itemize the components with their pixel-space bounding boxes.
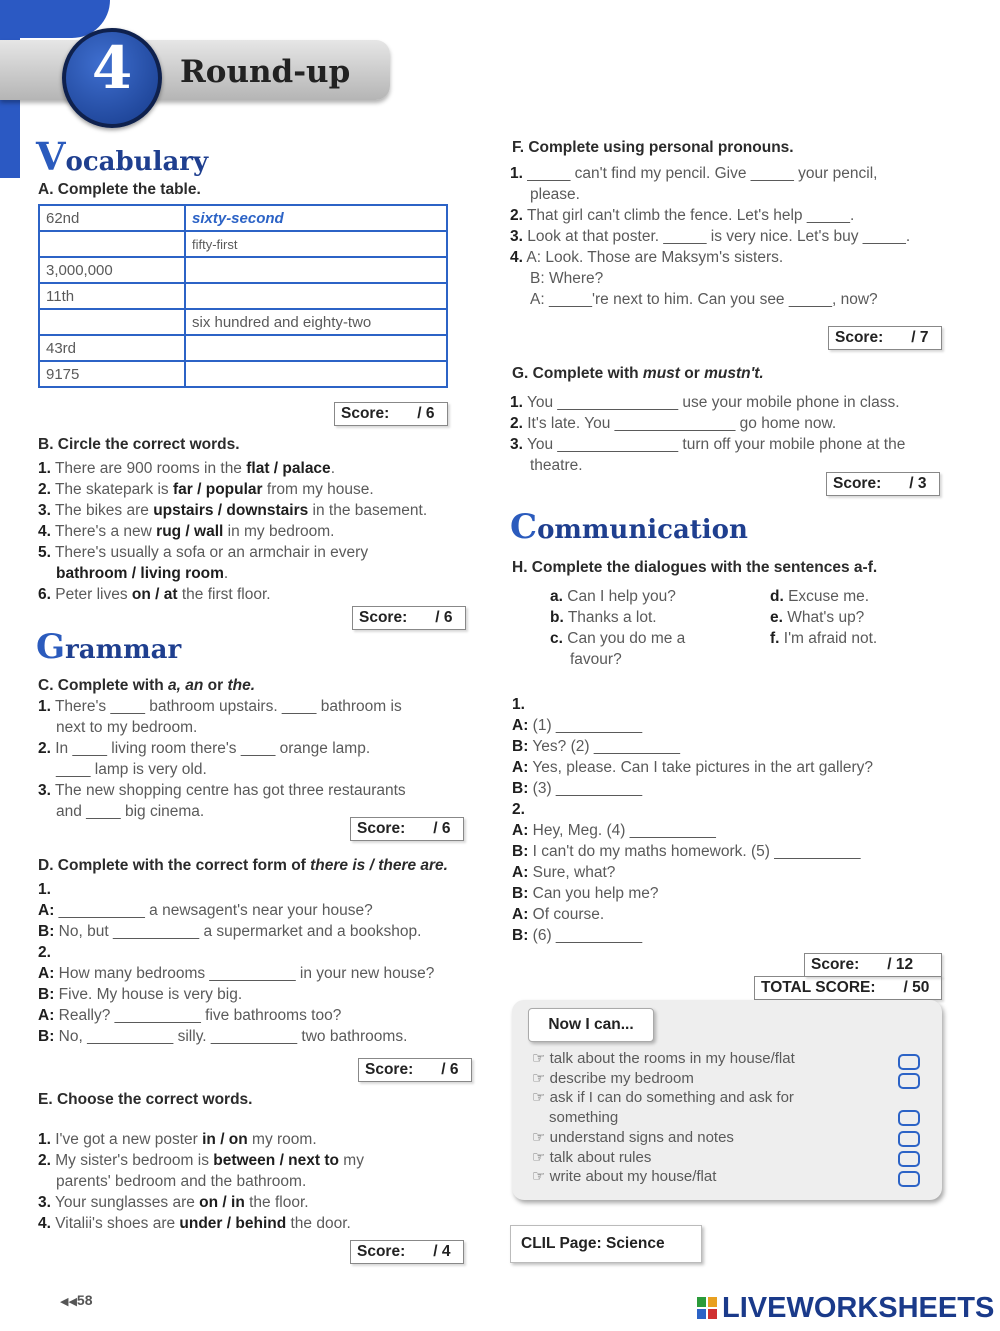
checkbox[interactable] [898, 1054, 920, 1070]
table-cell[interactable] [185, 257, 447, 283]
table-cell: 11th [39, 283, 185, 309]
instruction-g: G. Complete with must or mustn't. [512, 365, 764, 382]
back-arrow-icon: ◀◀ [60, 1296, 77, 1308]
table-row [39, 335, 447, 361]
table-cell: 3,000,000 [39, 257, 185, 283]
table-cell: 43rd [39, 335, 185, 361]
list-item: bathroom / living room. [56, 565, 229, 582]
word-choice[interactable]: rug / wall [156, 523, 224, 540]
dialogue-line[interactable]: B: (3) __________ [512, 780, 643, 797]
list-item: 4. A: Look. Those are Maksym's sisters. [510, 249, 784, 266]
unit-number: 4 [91, 34, 133, 102]
dialogue-line: B: Can you help me? [512, 885, 659, 902]
score-f: Score: / 7 [828, 326, 942, 350]
instruction-h: H. Complete the dialogues with the sentences a-f. [512, 559, 878, 576]
list-item: next to my bedroom. [56, 719, 198, 736]
list-item: ☞ talk about the rooms in my house/flat [532, 1050, 795, 1067]
dialogue-line[interactable]: B: No, but __________ a supermarket and a bookshop. [38, 923, 422, 940]
list-item[interactable]: and ____ big cinema. [56, 803, 205, 820]
table-cell[interactable] [39, 309, 185, 335]
list-item: b. Thanks a lot. e. What's up? [550, 609, 865, 626]
list-item: B: Where? [530, 270, 604, 287]
list-item[interactable]: 2. That girl can't climb the fence. Let's help _____. [510, 207, 855, 224]
hand-icon: ☞ [532, 1128, 546, 1146]
list-item: ☞ describe my bedroom [532, 1069, 694, 1087]
word-choice[interactable]: on / in [199, 1194, 245, 1211]
word-choice[interactable]: far / popular [173, 481, 263, 498]
table-cell[interactable] [185, 283, 447, 309]
hand-icon: ☞ [532, 1148, 546, 1166]
logo-icon [697, 1297, 717, 1319]
vocab-table [38, 204, 448, 388]
table-cell: fifty-first [185, 231, 447, 257]
table-cell: 9175 [39, 361, 185, 387]
list-item: parents' bedroom and the bathroom. [56, 1173, 307, 1190]
list-item: theatre. [530, 457, 583, 474]
table-row [39, 309, 447, 335]
instruction-f: F. Complete using personal pronouns. [512, 139, 794, 156]
list-item: favour? [570, 651, 622, 668]
list-item: 3. Your sunglasses are on / in the floor. [38, 1194, 309, 1211]
hand-icon: ☞ [532, 1069, 546, 1087]
word-choice[interactable]: between / next to [213, 1152, 339, 1169]
dialogue-line[interactable]: A: (1) __________ [512, 717, 643, 734]
list-e [38, 1129, 478, 1234]
options-h [550, 586, 930, 670]
list-item: 4. Vitalii's shoes are under / behind the door. [38, 1215, 351, 1232]
dialogue-line[interactable]: B: I can't do my maths homework. (5) __________ [512, 843, 861, 860]
table-row [39, 361, 447, 387]
instruction-b: B. Circle the correct words. [38, 436, 240, 453]
list-item: 3. The bikes are upstairs / downstairs in the basement. [38, 502, 428, 519]
table-row [39, 257, 447, 283]
hand-icon: ☞ [532, 1089, 546, 1107]
dialogue-line: 1. [38, 881, 51, 898]
vocabulary-heading: Vocabulary [36, 134, 209, 179]
list-item: 1. I've got a new poster in / on my room. [38, 1131, 317, 1148]
list-item[interactable]: 3. You ______________ turn off your mobile phone at the [510, 436, 906, 453]
dialogue-line: A: Yes, please. Can I take pictures in the art gallery? [512, 759, 874, 776]
clil-page-label: CLIL Page: Science [510, 1225, 702, 1263]
dialogue-line: A: Sure, what? [512, 864, 616, 881]
list-item: 1. There are 900 rooms in the flat / palace. [38, 460, 335, 477]
word-choice[interactable]: on / at [131, 586, 178, 603]
list-item[interactable]: A: _____'re next to him. Can you see _____, now? [530, 291, 878, 308]
score-b: Score: / 6 [352, 606, 466, 630]
dialogue-line[interactable]: A: Really? __________ five bathrooms too? [38, 1007, 342, 1024]
list-item: 4. There's a new rug / wall in my bedroom. [38, 523, 335, 540]
list-item: ☞ ask if I can do something and ask for [532, 1089, 794, 1107]
grammar-heading: Grammar [36, 627, 182, 667]
score-d: Score: / 6 [358, 1058, 472, 1082]
dialogue-h [512, 694, 962, 946]
dialogue-line: 2. [512, 801, 525, 818]
list-item[interactable]: 2. It's late. You ______________ go home now. [510, 415, 837, 432]
list-item: a. Can I help you? d. Excuse me. [550, 588, 870, 605]
instruction-c: C. Complete with a, an or the. [38, 677, 256, 694]
instruction-d: D. Complete with the correct form of there is / there are. [38, 857, 448, 874]
checkbox[interactable] [898, 1110, 920, 1126]
page-title: Round-up [180, 54, 351, 90]
list-item[interactable]: ____ lamp is very old. [56, 761, 207, 778]
dialogue-line[interactable]: B: (6) __________ [512, 927, 643, 944]
word-choice[interactable]: under / behind [179, 1215, 287, 1232]
list-item: 3. The new shopping centre has got three restaurants [38, 782, 406, 799]
instruction-a: A. Complete the table. [38, 181, 201, 198]
word-choice[interactable]: flat / palace [246, 460, 331, 477]
hand-icon: ☞ [532, 1168, 546, 1186]
dialogue-line: 1. [512, 696, 525, 713]
list-item: ☞ understand signs and notes [532, 1128, 734, 1146]
dialogue-line: A: Of course. [512, 906, 605, 923]
dialogue-line[interactable]: B: Yes? (2) __________ [512, 738, 681, 755]
hand-icon: ☞ [532, 1050, 546, 1067]
table-cell[interactable]: 62nd [39, 205, 185, 231]
table-row [39, 205, 447, 231]
table-row [39, 283, 447, 309]
score-h: Score: / 12 [804, 953, 942, 977]
now-i-can-list [532, 1049, 912, 1187]
list-item[interactable]: 3. Look at that poster. _____ is very nice. Let's buy _____. [510, 228, 911, 245]
total-score: TOTAL SCORE: / 50 [754, 976, 942, 1000]
instruction-e: E. Choose the correct words. [38, 1091, 253, 1108]
table-cell[interactable] [39, 231, 185, 257]
page-number: ◀◀58 [60, 1292, 93, 1308]
list-item[interactable]: 2. In ____ living room there's ____ orange lamp. [38, 740, 371, 757]
dialogue-line: B: Five. My house is very big. [38, 986, 243, 1003]
table-cell[interactable] [185, 335, 447, 361]
score-e: Score: / 4 [350, 1240, 464, 1264]
dialogue-line: 2. [38, 944, 51, 961]
table-cell: sixty-second [185, 205, 447, 231]
dialogue-d [38, 879, 488, 1047]
score-c: Score: / 6 [350, 817, 464, 841]
list-c [38, 696, 478, 822]
word-choice[interactable]: bathroom / living room [56, 565, 224, 582]
score-a: Score: / 6 [334, 402, 448, 426]
list-item[interactable]: 1. You ______________ use your mobile phone in class. [510, 394, 900, 411]
table-cell[interactable] [185, 361, 447, 387]
dialogue-line[interactable]: B: No, __________ silly. __________ two bathrooms. [38, 1028, 408, 1045]
list-f [510, 163, 960, 310]
list-g [510, 392, 970, 476]
dialogue-line[interactable]: A: How many bedrooms __________ in your new house? [38, 965, 435, 982]
list-b [38, 458, 478, 605]
checkbox[interactable] [898, 1171, 920, 1187]
list-item: ☞ write about my house/flat [532, 1168, 717, 1186]
checkbox[interactable] [898, 1131, 920, 1147]
list-item[interactable]: 1. There's ____ bathroom upstairs. ____ bathroom is [38, 698, 402, 715]
dialogue-line[interactable]: A: Hey, Meg. (4) __________ [512, 822, 716, 839]
table-row [39, 231, 447, 257]
list-item: 2. My sister's bedroom is between / next to my [38, 1152, 364, 1169]
list-item: 5. There's usually a sofa or an armchair in every [38, 544, 369, 561]
dialogue-line[interactable]: A: __________ a newsagent's near your house? [38, 902, 373, 919]
checkbox[interactable] [898, 1151, 920, 1167]
now-i-can-tab: Now I can... [528, 1008, 654, 1042]
list-item: something [549, 1109, 619, 1127]
list-item: 2. The skatepark is far / popular from my house. [38, 481, 374, 498]
list-item[interactable]: 1. _____ can't find my pencil. Give _____ your pencil, [510, 165, 878, 182]
word-choice[interactable]: upstairs / downstairs [153, 502, 309, 519]
list-item: c. Can you do me a f. I'm afraid not. [550, 630, 878, 647]
checkbox[interactable] [898, 1073, 920, 1089]
list-item: ☞ talk about rules [532, 1148, 652, 1166]
liveworksheets-logo: LIVEWORKSHEETS [722, 1292, 995, 1324]
communication-heading: Communication [510, 507, 748, 547]
word-choice[interactable]: in / on [202, 1131, 248, 1148]
score-g: Score: / 3 [826, 472, 940, 496]
list-item: 6. Peter lives on / at the first floor. [38, 586, 271, 603]
table-cell: six hundred and eighty-two [185, 309, 447, 335]
list-item: please. [530, 186, 580, 203]
